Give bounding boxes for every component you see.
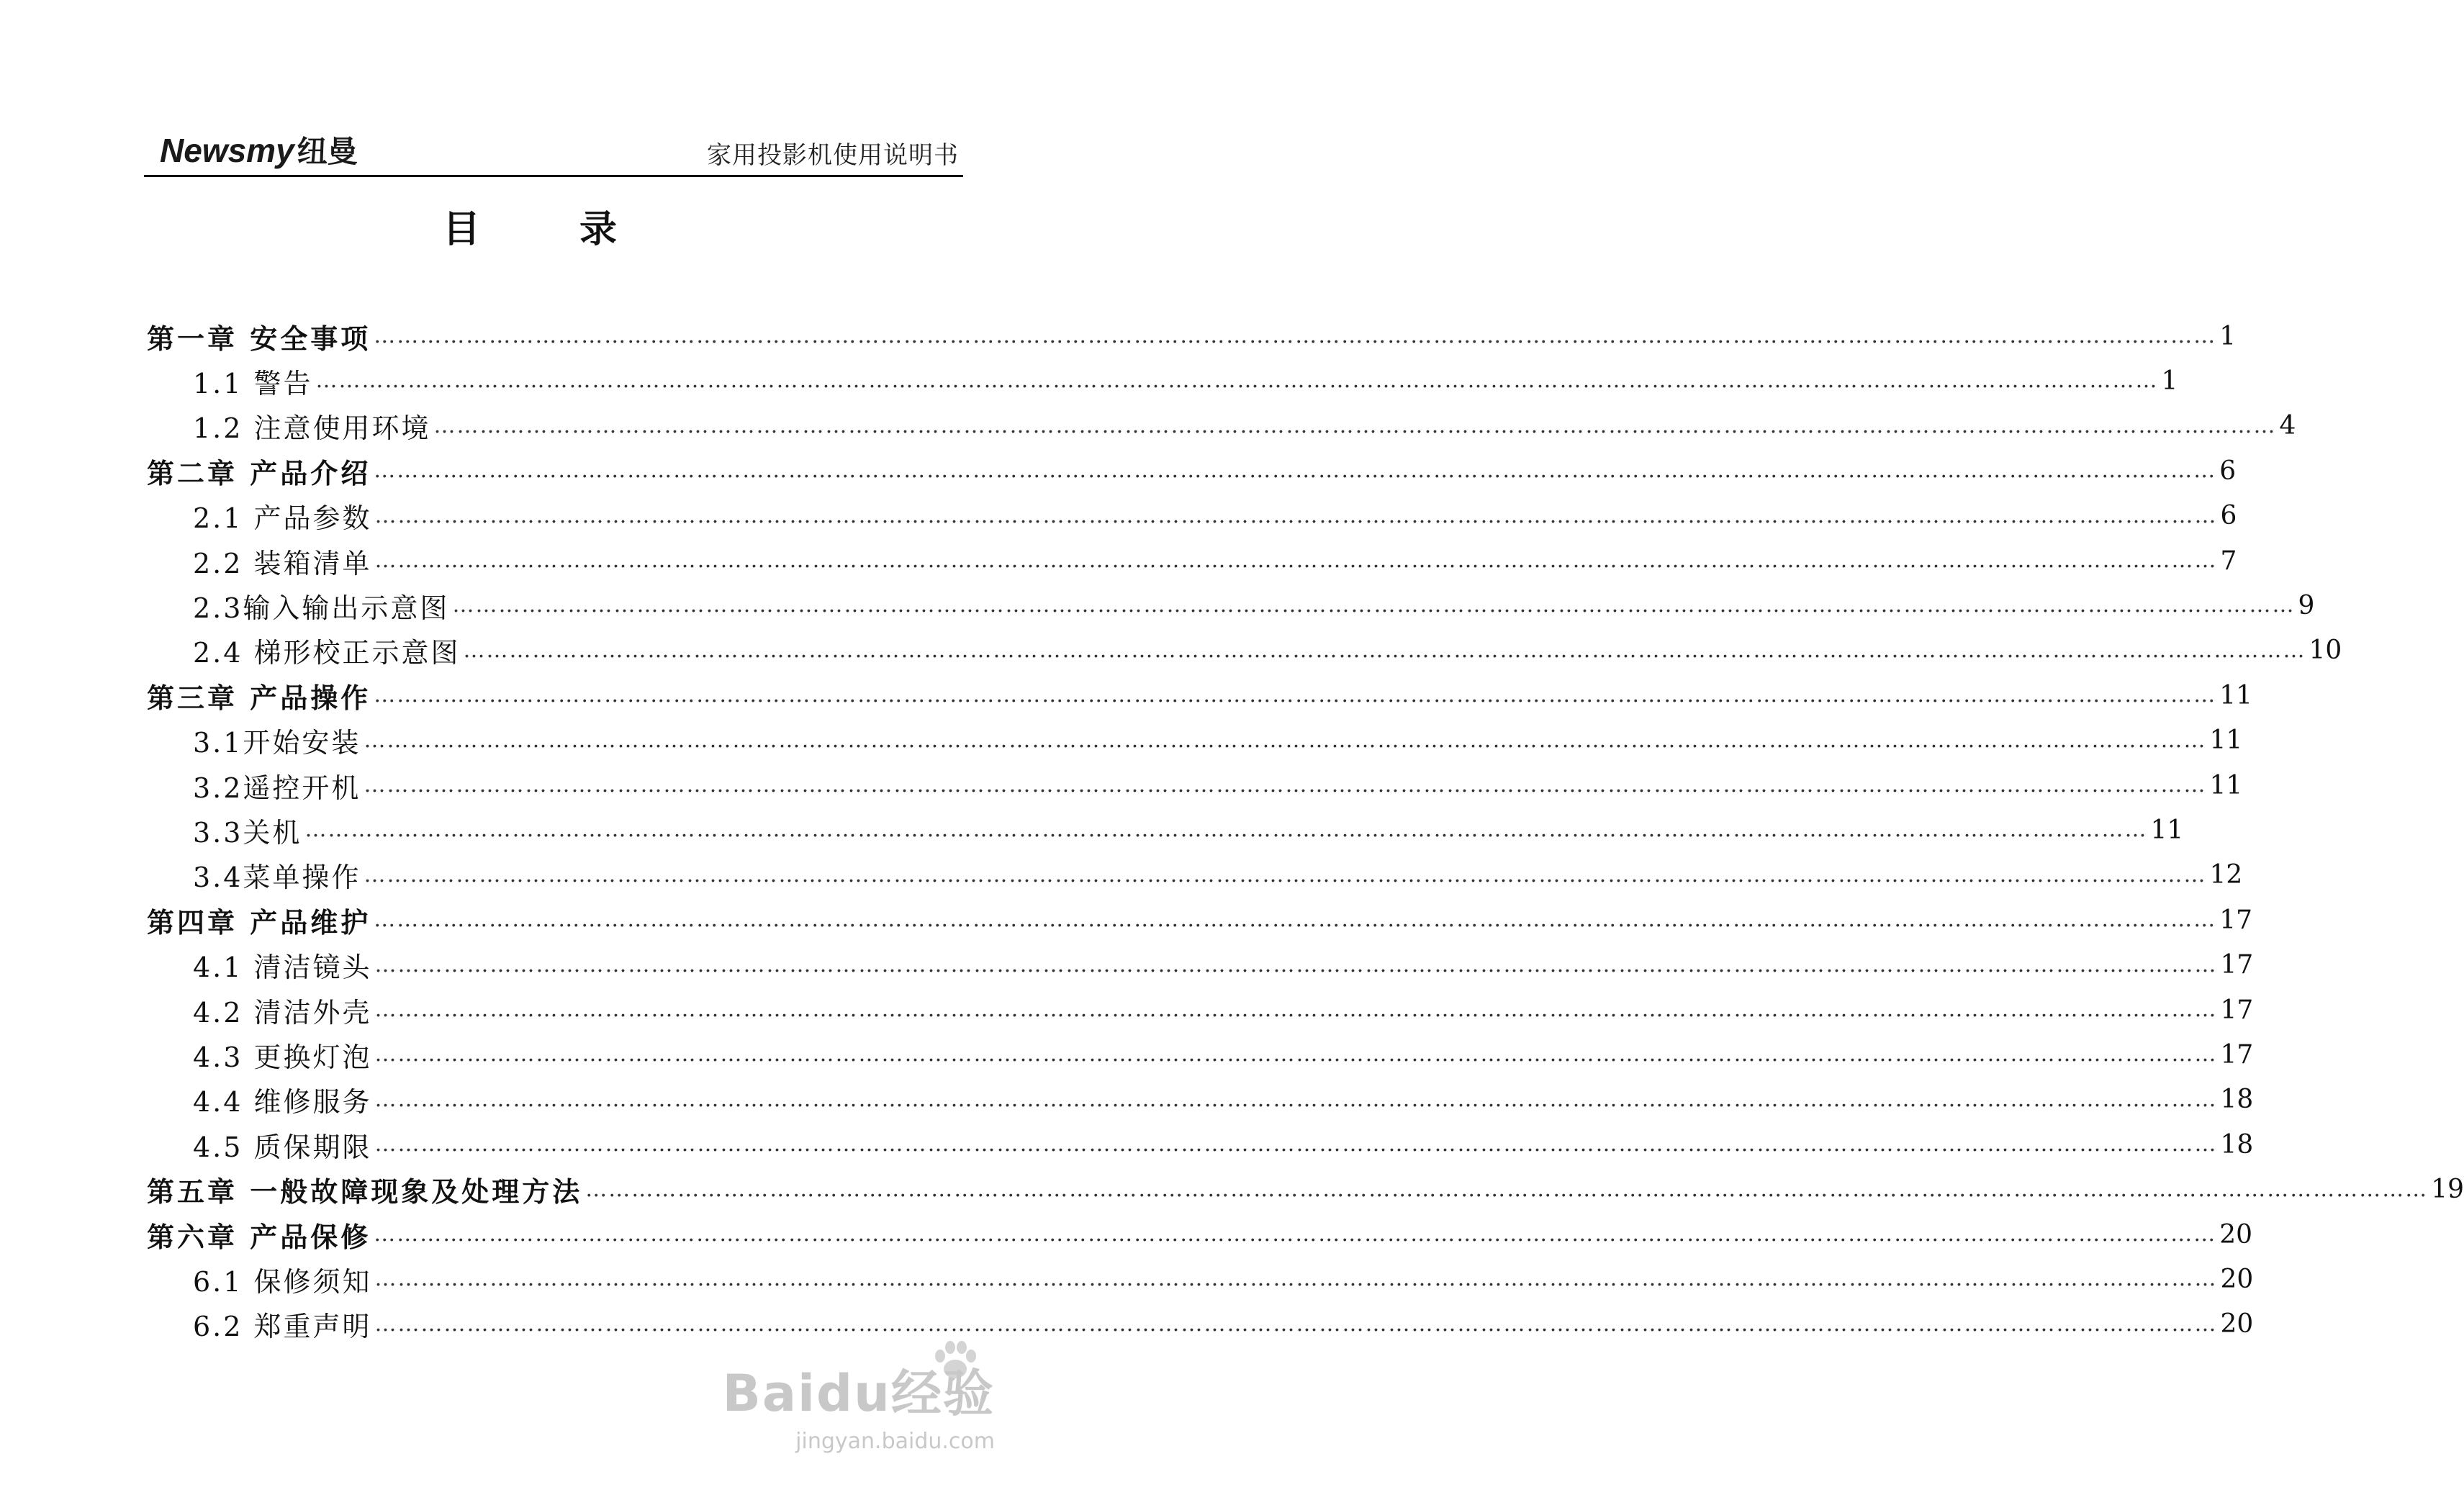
watermark-main: Baidu经验 [722, 1364, 995, 1423]
toc-entry[interactable] [193, 763, 2243, 808]
toc-entry-label: 4.4 维修服务 [193, 1086, 372, 1119]
toc-entry-page: 18 [2220, 1129, 2254, 1160]
toc-entry-page: 12 [2209, 860, 2243, 890]
toc-entry-label: 4.5 质保期限 [193, 1131, 372, 1163]
toc-entry[interactable] [193, 1257, 2254, 1301]
toc-leader-dots: …………………………………………………………………………………………………………………………………………………………………………………………………………………… [374, 502, 2218, 528]
toc-entry-page: 18 [2220, 1085, 2254, 1115]
toc-leader-dots: …………………………………………………………………………………………………………………………………………………………………………………………………………………… [374, 1221, 2217, 1247]
toc-entry-page: 11 [2150, 815, 2184, 845]
toc-entry-label: 4.3 更换灯泡 [193, 1041, 372, 1073]
toc-entry-page: 1 [2219, 321, 2237, 351]
toc-leader-dots: …………………………………………………………………………………………………………………………………………………………………………………………………………………… [585, 1176, 2429, 1202]
toc-leader-dots: …………………………………………………………………………………………………………………………………………………………………………………………………………………… [374, 952, 2218, 977]
watermark-sub: jingyan.baidu.com [795, 1429, 995, 1454]
toc-entry[interactable] [193, 988, 2254, 1032]
toc-entry-page: 11 [2209, 770, 2243, 800]
toc-heading: 目 录 [442, 208, 661, 251]
toc-leader-dots: …………………………………………………………………………………………………………………………………………………………………………………………………………………… [374, 1042, 2218, 1067]
logo-cn: 纽曼 [297, 135, 358, 168]
brand-logo [160, 128, 358, 169]
toc-leader-dots: …………………………………………………………………………………………………………………………………………………………………………………………………………………… [364, 727, 2207, 753]
toc-entry-page: 4 [2279, 411, 2296, 441]
toc-entry-page: 10 [2309, 636, 2342, 666]
toc-entry-page: 20 [2220, 1264, 2254, 1294]
toc-entry-page: 11 [2219, 680, 2253, 710]
toc-leader-dots: …………………………………………………………………………………………………………………………………………………………………………………………………………………… [304, 817, 2148, 843]
toc-leader-dots: …………………………………………………………………………………………………………………………………………………………………………………………………………………… [374, 907, 2217, 933]
toc-entry[interactable] [147, 314, 2237, 358]
toc-entry-label: 1.2 注意使用环境 [193, 412, 431, 445]
toc-leader-dots: …………………………………………………………………………………………………………………………………………………………………………………………………………………… [374, 997, 2218, 1022]
toc-entry-label: 2.2 装箱清单 [193, 547, 372, 579]
toc-leader-dots: …………………………………………………………………………………………………………………………………………………………………………………………………………………… [433, 412, 2277, 438]
toc-leader-dots: …………………………………………………………………………………………………………………………………………………………………………………………………………………… [374, 1311, 2218, 1337]
toc-entry-label: 3.4菜单操作 [193, 862, 361, 894]
toc-leader-dots: …………………………………………………………………………………………………………………………………………………………………………………………………………………… [452, 592, 2296, 618]
toc-entry[interactable] [147, 898, 2253, 942]
toc-entry-label: 4.2 清洁外壳 [193, 996, 372, 1029]
toc-entry-label: 3.2遥控开机 [193, 772, 361, 804]
toc-entry-page: 20 [2219, 1219, 2253, 1250]
toc-entry[interactable] [193, 494, 2237, 538]
toc-leader-dots: …………………………………………………………………………………………………………………………………………………………………………………………………………………… [374, 323, 2217, 348]
toc-entry-label: 2.4 梯形校正示意图 [193, 637, 461, 669]
toc-entry-label: 第四章 产品维护 [147, 906, 371, 939]
toc-entry-label: 2.3输入输出示意图 [193, 592, 450, 624]
toc-leader-dots: …………………………………………………………………………………………………………………………………………………………………………………………………………………… [374, 548, 2218, 573]
toc-entry-page: 17 [2220, 1039, 2254, 1070]
toc-entry-page: 17 [2220, 950, 2254, 980]
toc-leader-dots: …………………………………………………………………………………………………………………………………………………………………………………………………………………… [374, 682, 2217, 708]
toc-entry[interactable] [193, 853, 2243, 898]
toc-leader-dots: …………………………………………………………………………………………………………………………………………………………………………………………………………………… [364, 772, 2207, 798]
toc-entry-page: 1 [2161, 366, 2178, 396]
toc-entry[interactable] [147, 673, 2253, 718]
toc-entry-label: 1.1 警告 [193, 367, 313, 399]
toc-entry-page: 17 [2220, 995, 2254, 1025]
toc-entry-label: 3.1开始安装 [193, 727, 361, 759]
toc-entry-label: 第六章 产品保修 [147, 1221, 371, 1253]
toc-entry-label: 第三章 产品操作 [147, 682, 371, 714]
toc-leader-dots: …………………………………………………………………………………………………………………………………………………………………………………………………………………… [374, 1131, 2218, 1157]
toc-entry-page: 11 [2209, 726, 2243, 756]
toc-entry-label: 3.3关机 [193, 816, 302, 849]
toc-leader-dots: …………………………………………………………………………………………………………………………………………………………………………………………………………………… [374, 1086, 2218, 1112]
toc-entry-page: 17 [2219, 905, 2253, 935]
toc-entry-label: 第五章 一般故障现象及处理方法 [147, 1176, 583, 1208]
toc-entry-page: 20 [2220, 1309, 2254, 1339]
toc-entry[interactable] [147, 448, 2237, 493]
toc-leader-dots: …………………………………………………………………………………………………………………………………………………………………………………………………………………… [374, 1266, 2218, 1292]
toc-entry-page: 19 [2431, 1175, 2464, 1205]
toc-entry[interactable] [193, 1122, 2254, 1167]
toc-entry-page: 6 [2219, 456, 2237, 486]
toc-entry-label: 第二章 产品介绍 [147, 457, 371, 489]
toc-entry[interactable] [193, 628, 2342, 673]
toc-entry-page: 6 [2220, 501, 2237, 531]
toc-entry[interactable] [193, 404, 2296, 448]
toc-entry[interactable] [193, 943, 2254, 988]
toc-entry-label: 6.1 保修须知 [193, 1265, 372, 1298]
document-title: 家用投影机使用说明书 [707, 141, 959, 170]
toc-entry[interactable] [193, 1032, 2254, 1077]
logo-text: Newsmy [160, 132, 294, 169]
toc-entry[interactable] [193, 1077, 2254, 1122]
toc-entry[interactable] [193, 538, 2237, 583]
header-divider [144, 175, 963, 177]
toc-entry[interactable] [147, 1212, 2253, 1257]
toc-leader-dots: …………………………………………………………………………………………………………………………………………………………………………………………………………………… [463, 637, 2306, 663]
toc-entry-label: 第一章 安全事项 [147, 322, 371, 355]
toc-entry[interactable] [193, 808, 2184, 852]
toc-leader-dots: …………………………………………………………………………………………………………………………………………………………………………………………………………………… [364, 862, 2207, 887]
toc-entry[interactable] [193, 358, 2178, 403]
toc-entry-label: 6.2 郑重声明 [193, 1311, 372, 1343]
toc-entry-label: 2.1 产品参数 [193, 502, 372, 535]
toc-entry-page: 9 [2298, 590, 2315, 620]
toc-entry[interactable] [193, 718, 2243, 763]
toc-entry[interactable] [193, 1302, 2254, 1347]
toc-leader-dots: …………………………………………………………………………………………………………………………………………………………………………………………………………………… [374, 458, 2217, 484]
toc-entry[interactable] [147, 1167, 2464, 1212]
toc-entry-page: 7 [2220, 546, 2237, 576]
watermark [722, 1353, 995, 1454]
toc-entry[interactable] [193, 583, 2315, 628]
toc-entry-label: 4.1 清洁镜头 [193, 952, 372, 984]
toc-leader-dots: …………………………………………………………………………………………………………………………………………………………………………………………………………………… [315, 368, 2159, 394]
